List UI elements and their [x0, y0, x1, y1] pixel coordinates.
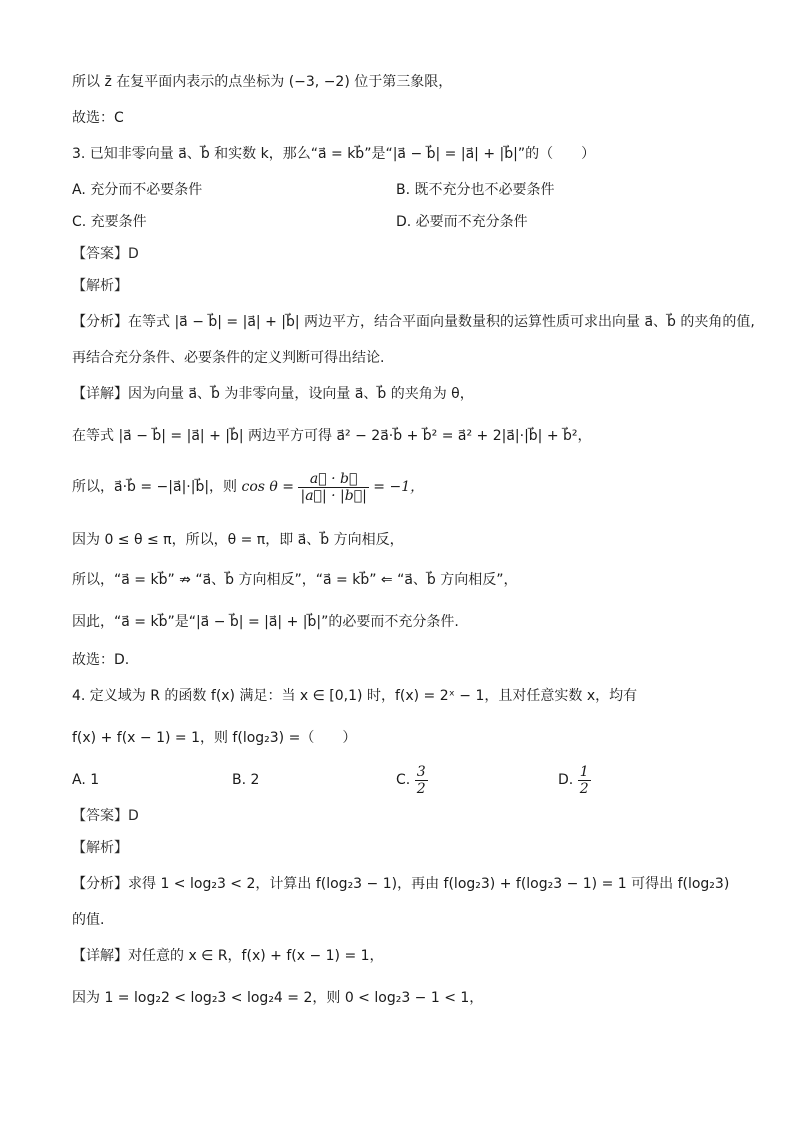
q3-option-b: B. 既不充分也不必要条件	[396, 182, 555, 198]
text-line: 在等式 |a⃗ − b⃗| = |a⃗| + |b⃗| 两边平方可得 a⃗² − 2a⃗·b⃗ + b⃗² = a⃗² + 2|a⃗|·|b⃗| + b⃗²，	[72, 428, 592, 444]
option-label: D.	[558, 772, 574, 788]
cos-fraction	[298, 471, 368, 504]
fraction-numerator: 1	[579, 763, 589, 780]
cos-suffix: = −1，	[373, 479, 425, 495]
fraction-numerator: a⃗ · b⃗	[298, 471, 368, 488]
q3-option-d: D. 必要而不充分条件	[396, 214, 528, 230]
q3-option-c: C. 充要条件	[72, 214, 147, 230]
q4-option-b: B. 2	[232, 772, 260, 788]
answer-label: 【答案】D	[72, 246, 139, 262]
option-fraction	[415, 764, 428, 797]
text-line: 故选：D.	[72, 652, 130, 668]
q4-option-d	[558, 760, 591, 800]
text-line: 【详解】因为向量 a⃗、b⃗ 为非零向量，设向量 a⃗、b⃗ 的夹角为 θ，	[72, 386, 474, 402]
cos-prefix: cos θ =	[241, 479, 295, 495]
text-line: 【分析】在等式 |a⃗ − b⃗| = |a⃗| + |b⃗| 两边平方，结合平面向量数量积的运算性质可求出向量 a⃗、b⃗ 的夹角的值,	[72, 314, 755, 330]
text-line: 【详解】对任意的 x ∈ R，f(x) + f(x − 1) = 1，	[72, 948, 384, 964]
q4-option-a: A. 1	[72, 772, 100, 788]
question-4-stem-cont: f(x) + f(x − 1) = 1，则 f(log₂3) =（ ）	[72, 730, 357, 746]
fraction-numerator: 3	[416, 763, 426, 780]
text-line: 【分析】求得 1 < log₂3 < 2，计算出 f(log₂3 − 1)，再由 f(log₂3) + f(log₂3 − 1) = 1 可得出 f(log₂3)	[72, 876, 730, 892]
option-label: C.	[396, 772, 411, 788]
text-line: 再结合充分条件、必要条件的定义判断可得出结论.	[72, 350, 385, 366]
text-line: 的值.	[72, 912, 105, 928]
text-line: 因为 1 = log₂2 < log₂3 < log₂4 = 2，则 0 < log₂3 − 1 < 1，	[72, 990, 484, 1006]
question-3-stem: 3. 已知非零向量 a⃗、b⃗ 和实数 k，那么“a⃗ = kb⃗”是“|a⃗ − b⃗| = |a⃗| + |b⃗|”的（ ）	[72, 146, 596, 162]
analysis-label: 【解析】	[72, 278, 128, 294]
option-fraction	[578, 764, 591, 797]
fraction-denominator: 2	[579, 780, 589, 797]
question-4-stem: 4. 定义域为 R 的函数 f(x) 满足：当 x ∈ [0,1) 时，f(x) = 2ˣ − 1，且对任意实数 x，均有	[72, 688, 638, 704]
text-line: 故选：C	[72, 110, 124, 126]
text-segment: 所以，a⃗·b⃗ = −|a⃗|·|b⃗|，则	[72, 479, 238, 495]
text-line: 所以，“a⃗ = kb⃗” ⇏ “a⃗、b⃗ 方向相反”，“a⃗ = kb⃗” ⇐ “a⃗、b⃗ 方向相反”，	[72, 572, 518, 588]
q3-option-a: A. 充分而不必要条件	[72, 182, 203, 198]
fraction-denominator: 2	[416, 780, 426, 797]
answer-label: 【答案】D	[72, 808, 139, 824]
text-line: 因为 0 ≤ θ ≤ π，所以，θ = π，即 a⃗、b⃗ 方向相反，	[72, 532, 404, 548]
analysis-label: 【解析】	[72, 840, 128, 856]
fraction-denominator: |a⃗| · |b⃗|	[300, 487, 367, 504]
cos-line	[72, 470, 754, 510]
text-line: 所以 z̄ 在复平面内表示的点坐标为 (−3, −2) 位于第三象限，	[72, 74, 453, 90]
q4-option-c	[396, 760, 428, 800]
text-line: 因此，“a⃗ = kb⃗”是“|a⃗ − b⃗| = |a⃗| + |b⃗|”的必要而不充分条件.	[72, 614, 459, 630]
